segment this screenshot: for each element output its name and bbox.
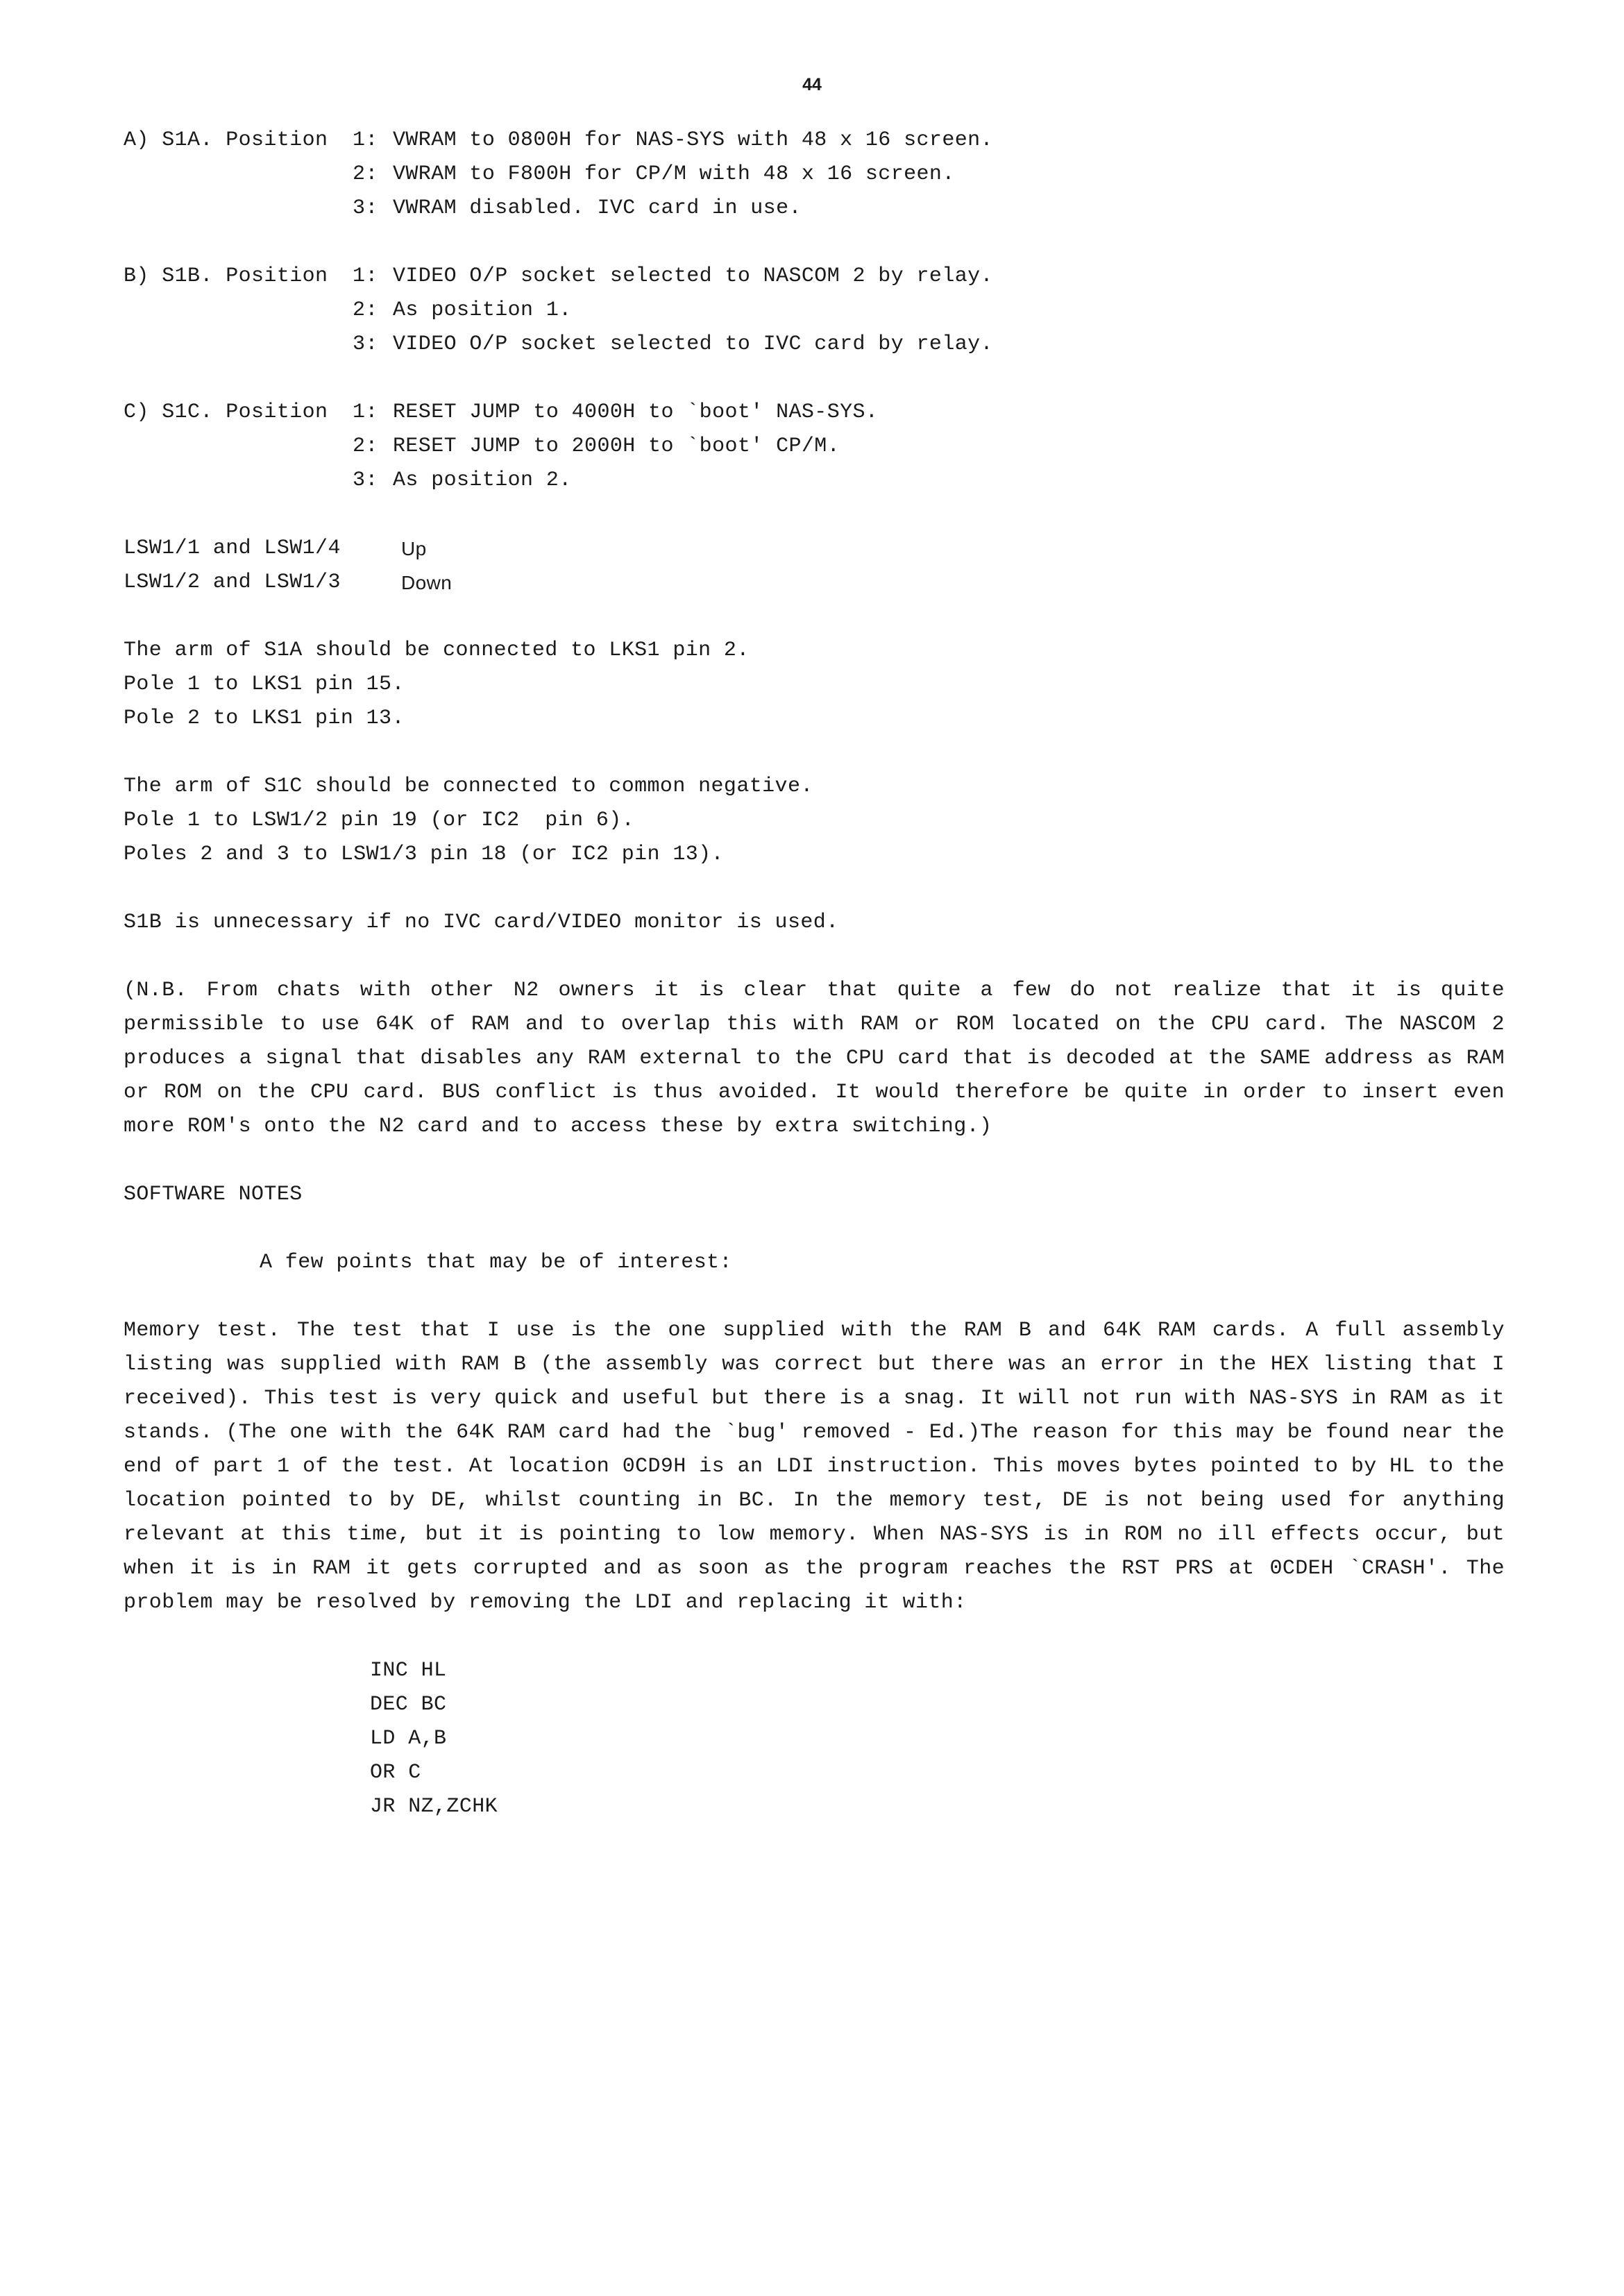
page-number: 44: [802, 75, 822, 94]
switch-position-text: VIDEO O/P socket selected to NASCOM 2 by relay.: [393, 264, 993, 288]
switch-row: [124, 396, 1505, 430]
switch-label: A) S1A. Position: [124, 128, 328, 152]
switch-position-number: 1:: [353, 264, 378, 288]
arm-s1c-line: Pole 1 to LSW1/2 pin 19 (or IC2 pin 6).: [124, 809, 635, 832]
switch-position-number: 3:: [353, 332, 378, 356]
lsw-value: Down: [401, 572, 452, 593]
code-line: INC HL: [370, 1659, 447, 1682]
lsw-row: [124, 532, 1505, 566]
switch-position-text: RESET JUMP to 2000H to `boot' CP/M.: [393, 434, 840, 458]
switch-position-text: VWRAM to F800H for CP/M with 48 x 16 screen.: [393, 162, 955, 186]
switch-position-text: As position 2.: [393, 469, 572, 492]
memory-test-paragraph: Memory test. The test that I use is the one supplied with the RAM B and 64K RAM cards. A full assembly listing was supplied with RAM B (the assembly was correct but there was an error in the HEX listing that I received). This test is very quick and useful but there is a snag. It will not run with NAS-SYS in RAM as it stands. (The one with the 64K RAM card had the `bug' removed - Ed.)The reason for this may be found near the end of part 1 of the test. At location 0CD9H is an LDI instruction. This moves bytes pointed to by HL to the location pointed to by DE, whilst counting in BC. In the memory test, DE is not being used for anything relevant at this time, but it is pointing to low memory. When NAS-SYS is in ROM no ill effects occur, but when it is in RAM it gets corrupted and as soon as the program reaches the RST PRS at 0CDEH `CRASH'. The problem may be resolved by removing the LDI and replacing it with:: [124, 1319, 1505, 1614]
switch-position-number: 2:: [353, 298, 378, 322]
switch-row: [124, 294, 1505, 328]
software-notes-heading: SOFTWARE NOTES: [124, 1183, 303, 1206]
arm-s1a-block: [124, 634, 1505, 736]
switch-label: C) S1C. Position: [124, 400, 328, 424]
switch-row: [124, 192, 1505, 226]
page-content: [124, 124, 1505, 1858]
switch-row: [124, 430, 1505, 464]
software-notes-intro: A few points that may be of interest:: [260, 1251, 732, 1274]
nb-paragraph: (N.B. From chats with other N2 owners it is clear that quite a few do not realize that it is quite permissible to use 64K of RAM and to overlap this with RAM or ROM located on the CPU card. The NASCOM 2 produces a signal that disables any RAM external to the CPU card that is decoded at the SAME address as RAM or ROM on the CPU card. BUS conflict is thus avoided. It would therefore be quite in order to insert even more ROM's onto the N2 card and to access these by extra switching.): [124, 979, 1505, 1138]
switch-position-number: 2:: [353, 434, 378, 458]
switch-row: [124, 260, 1505, 294]
switch-section-s1b: [124, 260, 1505, 362]
lsw-label: LSW1/1 and LSW1/4: [124, 537, 341, 560]
lsw-settings-block: [124, 532, 1505, 600]
s1b-note-block: [124, 906, 1505, 940]
arm-s1c-line: Poles 2 and 3 to LSW1/3 pin 18 (or IC2 pin 13).: [124, 843, 724, 866]
memory-test-block: [124, 1314, 1505, 1620]
software-notes-intro-block: [124, 1246, 1505, 1280]
switch-position-number: 1:: [353, 400, 378, 424]
switch-label: B) S1B. Position: [124, 264, 328, 288]
switch-section-s1c: [124, 396, 1505, 498]
switch-position-text: VIDEO O/P socket selected to IVC card by relay.: [393, 332, 993, 356]
switch-position-text: As position 1.: [393, 298, 572, 322]
switch-position-number: 1:: [353, 128, 378, 152]
lsw-value: Up: [401, 538, 427, 559]
code-line: LD A,B: [370, 1727, 447, 1750]
switch-position-number: 2:: [353, 162, 378, 186]
lsw-label: LSW1/2 and LSW1/3: [124, 571, 341, 594]
switch-row: [124, 158, 1505, 192]
switch-position-text: RESET JUMP to 4000H to `boot' NAS-SYS.: [393, 400, 879, 424]
switch-row: [124, 124, 1505, 158]
switch-row: [124, 464, 1505, 498]
switch-position-number: 3:: [353, 469, 378, 492]
code-line: DEC BC: [370, 1693, 447, 1716]
code-line: JR NZ,ZCHK: [370, 1795, 498, 1818]
nb-paragraph-block: [124, 974, 1505, 1144]
switch-section-s1a: [124, 124, 1505, 226]
arm-s1c-line: The arm of S1C should be connected to common negative.: [124, 775, 813, 798]
code-listing-block: [124, 1654, 1505, 1824]
switch-position-text: VWRAM disabled. IVC card in use.: [393, 196, 802, 220]
switch-row: [124, 328, 1505, 362]
arm-s1a-line: Pole 2 to LKS1 pin 13.: [124, 707, 405, 730]
code-line: OR C: [370, 1761, 421, 1784]
s1b-note: S1B is unnecessary if no IVC card/VIDEO monitor is used.: [124, 911, 839, 934]
arm-s1c-block: [124, 770, 1505, 872]
arm-s1a-line: The arm of S1A should be connected to LKS1 pin 2.: [124, 639, 750, 662]
switch-position-text: VWRAM to 0800H for NAS-SYS with 48 x 16 screen.: [393, 128, 993, 152]
arm-s1a-line: Pole 1 to LKS1 pin 15.: [124, 673, 405, 696]
switch-position-number: 3:: [353, 196, 378, 220]
lsw-row: [124, 566, 1505, 600]
